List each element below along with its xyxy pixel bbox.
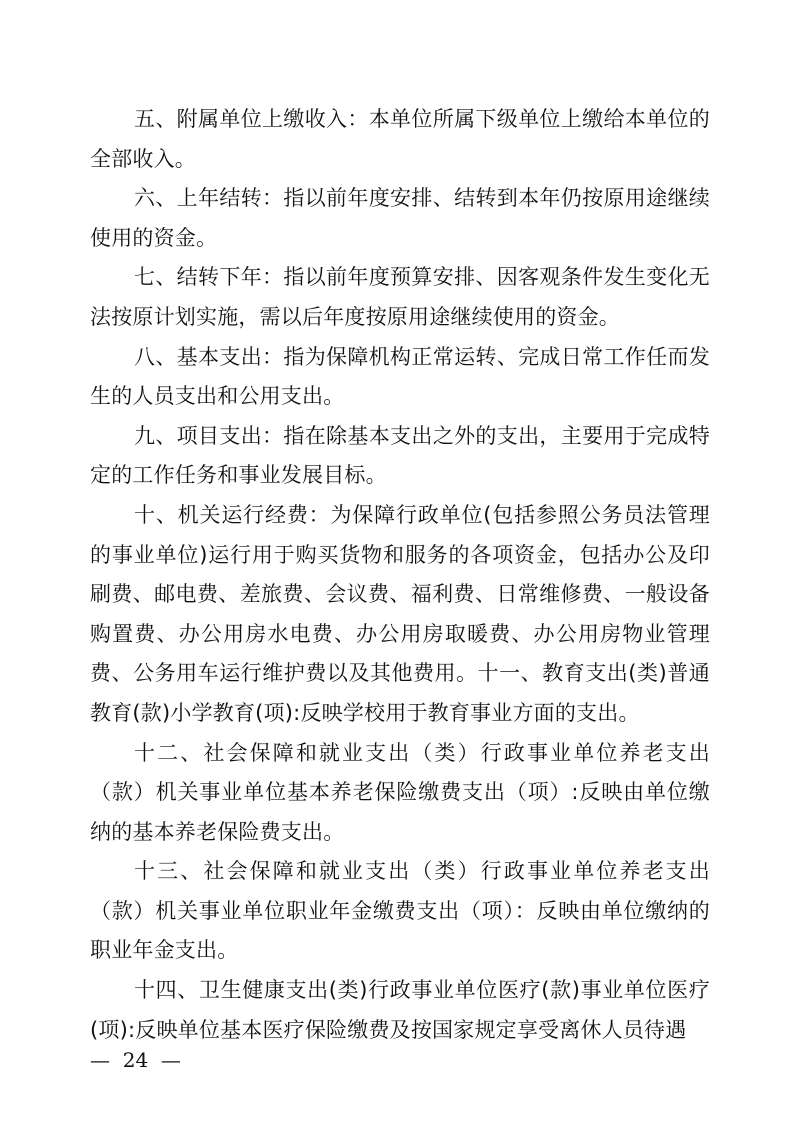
paragraph-6-prior-year-carryover: 六、上年结转：指以前年度安排、结转到本年仍按原用途继续使用的资金。 <box>90 186 710 250</box>
paragraph-12-pension-contribution: 十二、社会保障和就业支出（类）行政事业单位养老支出（款）机关事业单位基本养老保险缴费支出（项）:反映由单位缴纳的基本养老保险费支出。 <box>90 740 710 844</box>
paragraph-10-operating-expenses: 十、机关运行经费：为保障行政单位(包括参照公务员法管理的事业单位)运行用于购买货物和服务的各项资金，包括办公及印刷费、邮电费、差旅费、会议费、福利费、日常维修费、一般设备购置费、办公用房水电费、办公用房取暖费、办公用房物业管理费、公务用车运行维护费以及其他费用。十一、教育支出(类)普通教育(款)小学教育(项):反映学校用于教育事业方面的支出。 <box>90 502 710 725</box>
page-number: — 24 — <box>90 1048 181 1072</box>
paragraph-7-carryover-next-year: 七、结转下年：指以前年度预算安排、因客观条件发生变化无法按原计划实施，需以后年度按原用途继续使用的资金。 <box>90 265 710 329</box>
paragraph-14-health-expenditure: 十四、卫生健康支出(类)行政事业单位医疗(款)事业单位医疗(项):反映单位基本医疗保险缴费及按国家规定享受离休人员待遇 <box>90 978 710 1042</box>
paragraph-9-project-expenditure: 九、项目支出：指在除基本支出之外的支出，主要用于完成特定的工作任务和事业发展目标。 <box>90 423 710 488</box>
body-text <box>90 100 710 1050</box>
paragraph-13-occupational-annuity: 十三、社会保障和就业支出（类）行政事业单位养老支出（款）机关事业单位职业年金缴费支出（项）：反映由单位缴纳的职业年金支出。 <box>90 859 710 963</box>
paragraph-8-basic-expenditure: 八、基本支出：指为保障机构正常运转、完成日常工作任而发生的人员支出和公用支出。 <box>90 344 710 409</box>
paragraph-5-subordinate-income: 五、附属单位上缴收入：本单位所属下级单位上缴给本单位的全部收入。 <box>90 107 710 171</box>
